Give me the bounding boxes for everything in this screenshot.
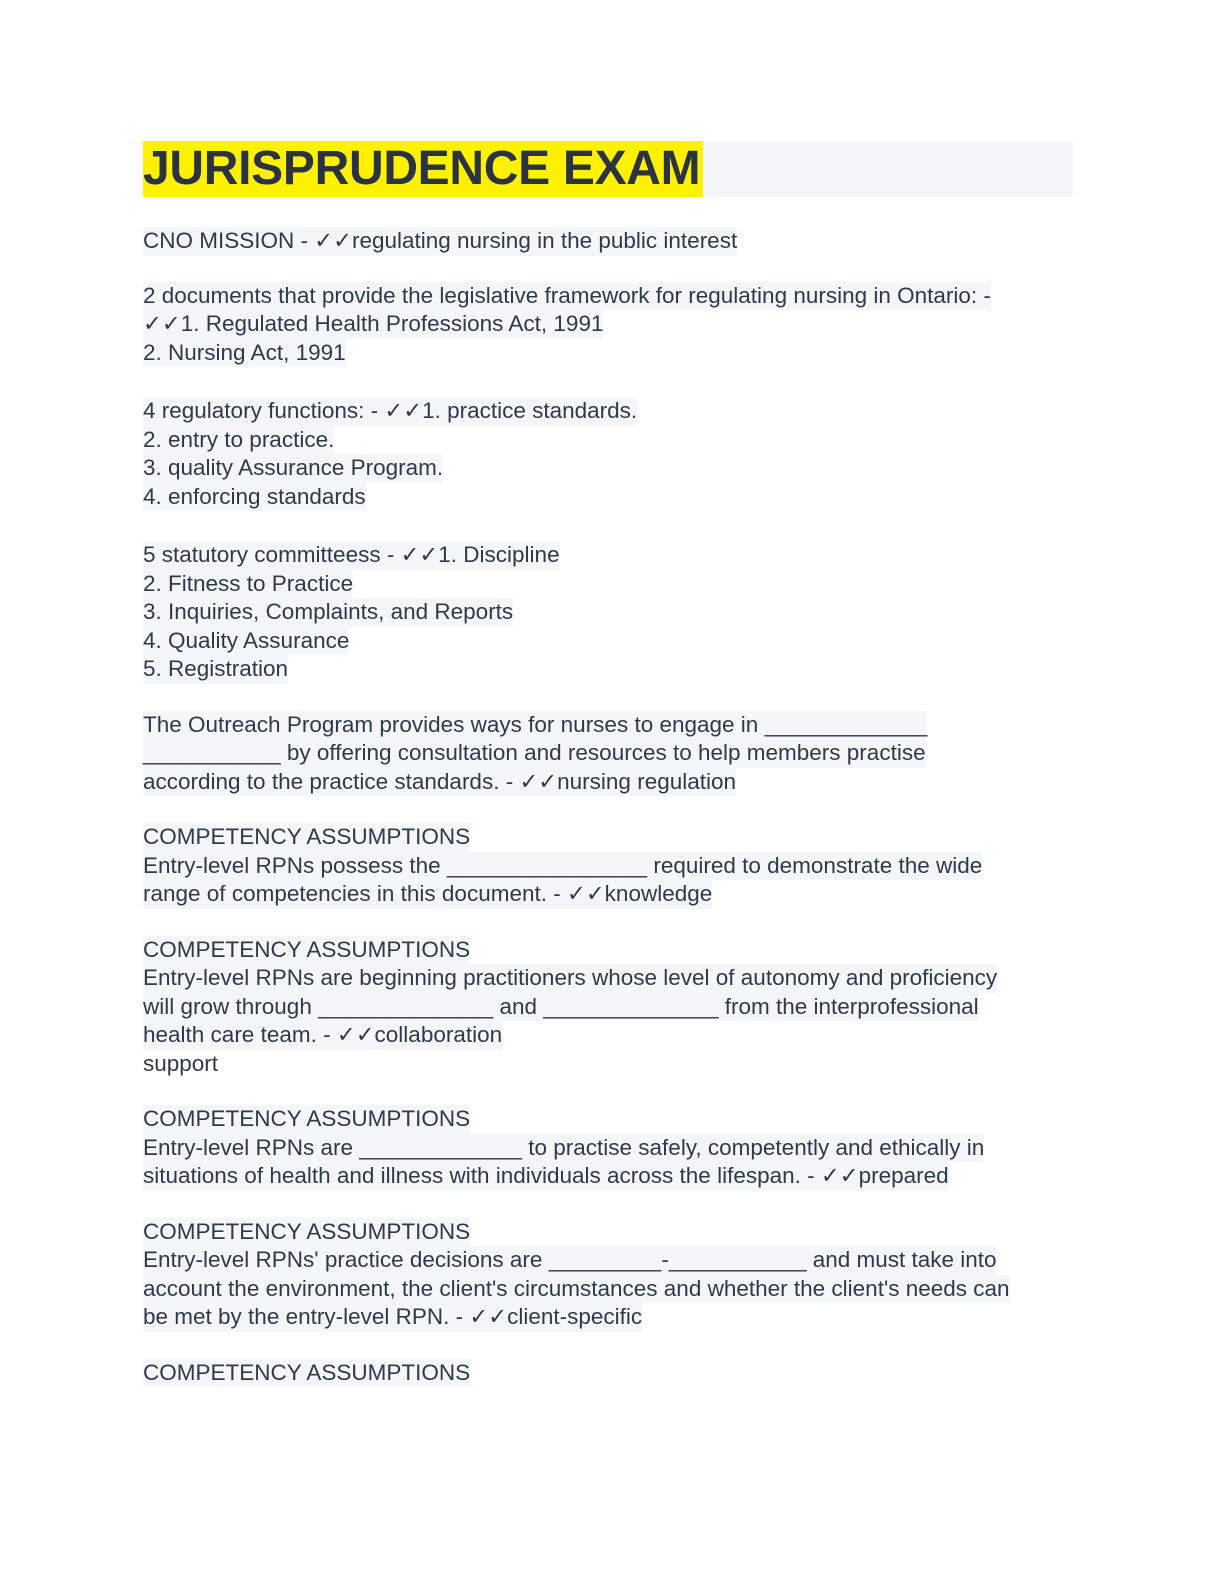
entry-outreach-program (143, 711, 1073, 797)
entry-line: be met by the entry-level RPN. - ✓✓client-specific (143, 1303, 642, 1332)
entry-line: 4 regulatory functions: - ✓✓1. practice standards. (143, 397, 637, 426)
entry-competency-heading-last (143, 1359, 1073, 1388)
entry-heading: COMPETENCY ASSUMPTIONS (143, 1359, 470, 1388)
entry-line: Entry-level RPNs' practice decisions are _________-___________ and must take into (143, 1246, 997, 1275)
entry-line: 3. Inquiries, Complaints, and Reports (143, 598, 513, 627)
entry-line: 5 statutory committeess - ✓✓1. Discipline (143, 541, 560, 570)
entry-line: situations of health and illness with individuals across the lifespan. - ✓✓prepared (143, 1162, 949, 1191)
entry-line: support (143, 1050, 219, 1076)
entry-line: health care team. - ✓✓collaboration (143, 1021, 502, 1050)
document-page (143, 141, 1073, 1387)
entry-statutory-committees (143, 541, 1073, 684)
entry-competency-client-specific (143, 1218, 1073, 1332)
entry-line: ✓✓1. Regulated Health Professions Act, 1991 (143, 310, 603, 339)
entry-line: ___________ by offering consultation and resources to help members practise (143, 739, 926, 768)
entry-line: 2. Fitness to Practice (143, 570, 353, 599)
entry-heading: COMPETENCY ASSUMPTIONS (143, 823, 470, 852)
entry-competency-knowledge (143, 823, 1073, 909)
entry-heading: COMPETENCY ASSUMPTIONS (143, 1218, 470, 1247)
entry-legislative-framework (143, 282, 1073, 368)
entry-line: 4. enforcing standards (143, 483, 366, 512)
entry-line: account the environment, the client's circumstances and whether the client's needs can (143, 1275, 1010, 1304)
entry-regulatory-functions (143, 397, 1073, 511)
entry-competency-prepared (143, 1105, 1073, 1191)
entry-line: 2. entry to practice. (143, 426, 334, 455)
entry-competency-collaboration (143, 936, 1073, 1079)
entry-line: Entry-level RPNs are beginning practitioners whose level of autonomy and proficiency (143, 964, 997, 993)
entry-line: according to the practice standards. - ✓✓nursing regulation (143, 768, 736, 797)
entry-heading: COMPETENCY ASSUMPTIONS (143, 936, 470, 965)
entry-line: 4. Quality Assurance (143, 627, 349, 656)
entry-line: The Outreach Program provides ways for nurses to engage in _____________ (143, 711, 927, 740)
entry-heading: COMPETENCY ASSUMPTIONS (143, 1105, 470, 1134)
entry-line: range of competencies in this document. - ✓✓knowledge (143, 880, 712, 909)
entry-line: will grow through ______________ and ______________ from the interprofessional (143, 993, 979, 1022)
entry-cno-mission (143, 227, 1073, 256)
entry-line: Entry-level RPNs are _____________ to practise safely, competently and ethically in (143, 1134, 984, 1163)
entry-line: 2. Nursing Act, 1991 (143, 339, 346, 368)
title-bar (143, 141, 1073, 197)
entry-line: 5. Registration (143, 655, 288, 684)
entry-line: 3. quality Assurance Program. (143, 454, 443, 483)
entry-line: Entry-level RPNs possess the ________________ required to demonstrate the wide (143, 852, 982, 881)
entry-line: 2 documents that provide the legislative framework for regulating nursing in Ontario: - (143, 282, 991, 311)
document-title: JURISPRUDENCE EXAM (143, 141, 703, 197)
entry-line: CNO MISSION - ✓✓regulating nursing in the public interest (143, 227, 737, 256)
